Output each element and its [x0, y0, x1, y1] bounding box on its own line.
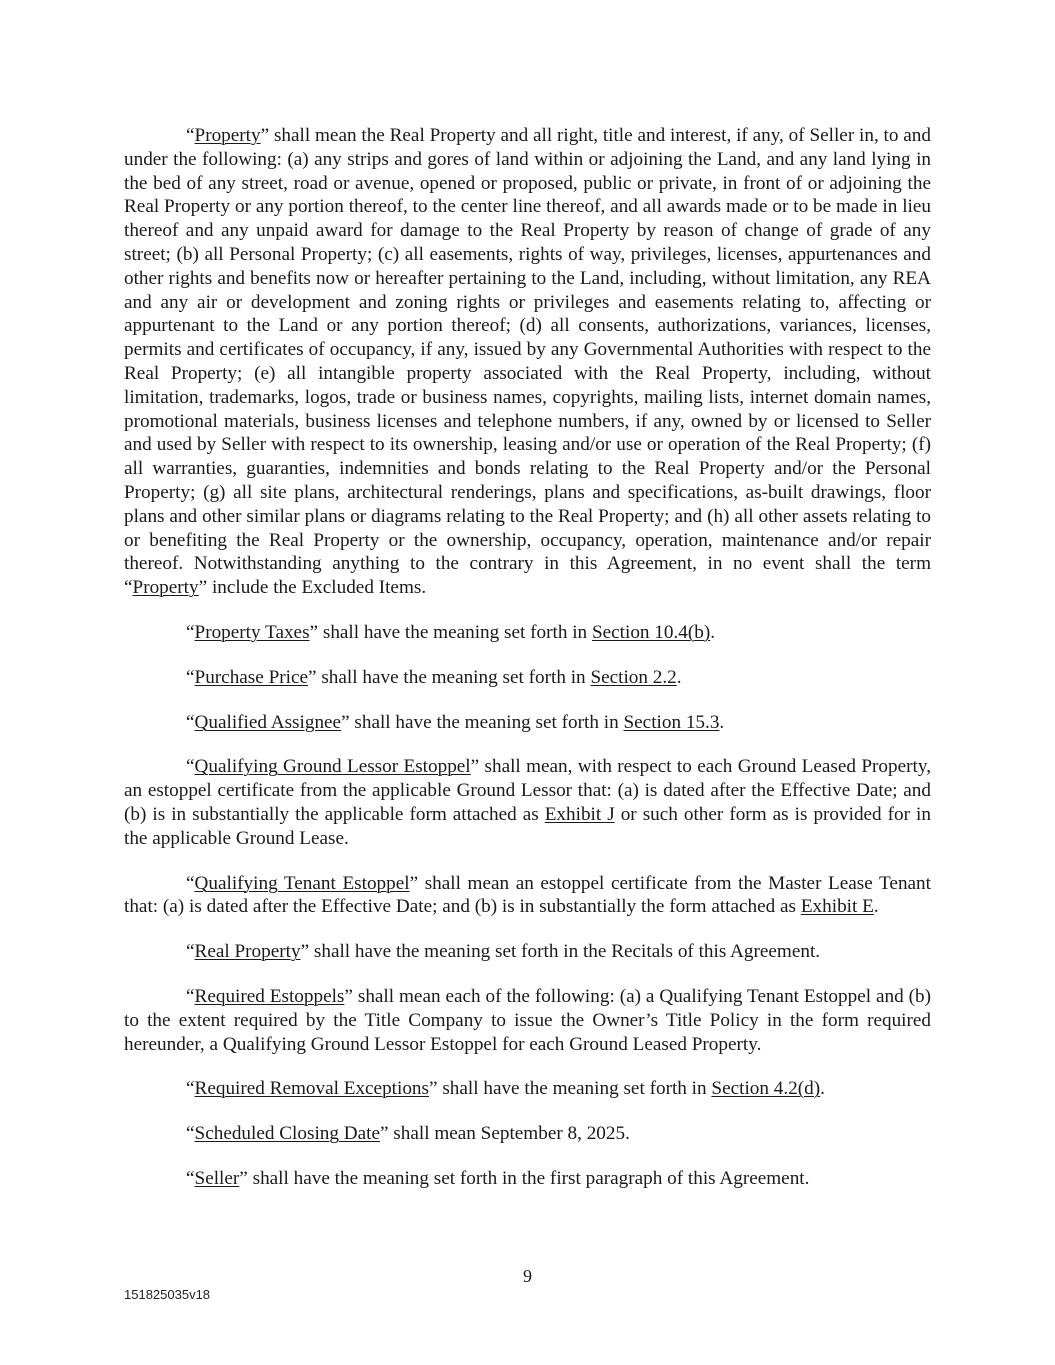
definition-required-removal-exceptions: “Required Removal Exceptions” shall have the meaning set forth in Section 4.2(d). — [186, 1078, 825, 1100]
definition-text: ” shall have the meaning set forth in the first paragraph of this Agreement. — [239, 1167, 810, 1189]
definition-property: “Property” shall mean the Real Property and all right, title and interest, if any, of Seller in, to and under the following: (a) any strips and gores of land within or adjoining the Land, and any land lying in the bed of any street, road or avenue, opened or proposed, public or private, in front of or adjoining the Real Property or any portion thereof, to the center line thereof, and all awards made or to be made in lieu thereof and any unpaid award for damage to the Real Property by reason of change of grade of any street; (b) all Personal Property; (c) all easements, rights of way, privileges, licenses, appurtenances and other rights and benefits now or hereafter pertaining to the Land, including, without limitation, any REA and any air or development and zoning rights or privileges and easements relating to, affecting or appurtenant to the Land or any portion thereof; (d) all consents, authorizations, variances, licenses, permits and certificates of occupancy, if any, issued by any Governmental Authorities with respect to the Real Property; (e) all intangible property associated with the Real Property, including, without limitation, trademarks, logos, trade or business names, copyrights, mailing lists, internet domain names, promotional materials, business licenses and telephone numbers, if any, owned by or licensed to Seller and used by Seller with respect to its ownership, leasing and/or use or operation of the Real Property; (f) all warranties, guaranties, indemnities and bonds relating to the Real Property and/or the Personal Property; (g) all site plans, architectural renderings, plans and specifications, as-built drawings, floor plans and other similar plans or diagrams relating to the Real Property; and (h) all other assets relating to or benefiting the Real Property or the ownership, occupancy, operation, maintenance and/or repair thereof. Notwithstanding anything to the contrary in this Agreement, in no event shall the term “Property” include the Excluded Items. — [124, 125, 931, 599]
defined-term: Property — [132, 577, 199, 599]
section-reference: Section 2.2 — [590, 666, 677, 688]
defined-term: Scheduled Closing Date — [194, 1123, 380, 1145]
defined-term: Required Removal Exceptions — [194, 1078, 429, 1100]
definition-text: ” shall have the meaning set forth in — [429, 1078, 712, 1100]
definition-qualified-assignee: “Qualified Assignee” shall have the meaning set forth in Section 15.3. — [186, 711, 725, 733]
defined-term: Required Estoppels — [194, 985, 345, 1007]
definitions-body — [124, 124, 931, 1212]
definition-text: ” shall mean September 8, 2025. — [379, 1123, 630, 1145]
definition-text: ” shall mean the Real Property and all right, title and interest, if any, of Seller in, to and under the following: (a) any strips and gores of land within or adjoining the Land, and any land lying in the bed of any street, road or avenue, opened or proposed, public or private, in front of or adjoining the Real Property or any portion thereof, to the center line thereof, and all awards made or to be made in lieu thereof and any unpaid award for damage to the Real Property by reason of change of grade of any street; (b) all Personal Property; (c) all easements, rights of way, privileges, licenses, appurtenances and other rights and benefits now or hereafter pertaining to the Land, including, without limitation, any REA and any air or development and zoning rights or privileges and easements relating to, affecting or appurtenant to the Land or any portion thereof; (d) all consents, authorizations, variances, licenses, permits and certificates of occupancy, if any, issued by any Governmental Authorities with respect to the Real Property; (e) all intangible property associated with the Real Property, including, without limitation, trademarks, logos, trade or business names, copyrights, mailing lists, internet domain names, promotional materials, business licenses and telephone numbers, if any, owned by or licensed to Seller and used by Seller with respect to its ownership, leasing and/or use or operation of the Real Property; (f) all warranties, guaranties, indemnities and bonds relating to the Real Property and/or the Personal Property; (g) all site plans, architectural renderings, plans and specifications, as-built drawings, floor plans and other similar plans or diagrams relating to the Real Property; and (h) all other assets relating to or benefiting the Real Property or the ownership, occupancy, operation, maintenance and/or repair thereof. Notwithstanding anything to the contrary in this Agreement, in no event shall the term “ — [124, 125, 931, 599]
definition-text: ” shall mean an estoppel certificate from the Master Lease Tenant that: (a) is dated after the Effective Date; and (b) is in substantially the form attached as — [124, 872, 931, 918]
definition-text: ” shall have the meaning set forth in the Recitals of this Agreement. — [300, 941, 821, 963]
defined-term: Qualifying Ground Lessor Estoppel — [194, 756, 471, 778]
definition-property-taxes: “Property Taxes” shall have the meaning set forth in Section 10.4(b). — [186, 621, 716, 643]
definition-qualifying-tenant-estoppel: “Qualifying Tenant Estoppel” shall mean an estoppel certificate from the Master Lease Tenant that: (a) is dated after the Effective Date; and (b) is in substantially the form attached as Exhibit E. — [124, 872, 931, 918]
definition-tail: ” include the Excluded Items. — [198, 577, 427, 599]
definition-text: ” shall mean each of the following: (a) a Qualifying Tenant Estoppel and (b) to the extent required by the Title Company to issue the Owner’s Title Policy in the form required hereunder, a Qualifying Ground Lessor Estoppel for each Ground Leased Property. — [124, 985, 931, 1055]
section-reference: Section 4.2(d) — [711, 1078, 821, 1100]
defined-term: Real Property — [194, 941, 301, 963]
defined-term: Property — [194, 125, 261, 146]
document-id: 151825035v18 — [124, 1287, 211, 1302]
definition-required-estoppels: “Required Estoppels” shall mean each of the following: (a) a Qualifying Tenant Estoppel and (b) to the extent required by the Title Company to issue the Owner’s Title Policy in the form required hereunder, a Qualifying Ground Lessor Estoppel for each Ground Leased Property. — [124, 985, 931, 1055]
definition-real-property: “Real Property” shall have the meaning set forth in the Recitals of this Agreement. — [186, 941, 821, 963]
section-reference: Section 15.3 — [623, 711, 720, 733]
defined-term: Purchase Price — [194, 666, 309, 688]
section-reference: Section 10.4(b) — [591, 621, 711, 643]
definition-purchase-price: “Purchase Price” shall have the meaning set forth in Section 2.2. — [186, 666, 682, 688]
definition-text: ” shall mean, with respect to each Ground Leased Property, an estoppel certificate from the applicable Ground Lessor that: (a) is dated after the Effective Date; and (b) is in substantially the applicable form attached as — [124, 756, 931, 825]
definition-text: ” shall have the meaning set forth in — [341, 711, 624, 733]
defined-term: Property Taxes — [194, 621, 310, 643]
definition-qualifying-ground-lessor-estoppel: “Qualifying Ground Lessor Estoppel” shall mean, with respect to each Ground Leased Property, an estoppel certificate from the applicable Ground Lessor that: (a) is dated after the Effective Date; and (b) is in substantially the applicable form attached as Exhibit J or such other form as is provided for in the applicable Ground Lease. — [124, 756, 931, 849]
defined-term: Seller — [194, 1167, 240, 1189]
definition-text: ” shall have the meaning set forth in — [308, 666, 591, 688]
definition-scheduled-closing-date: “Scheduled Closing Date” shall mean September 8, 2025. — [186, 1123, 630, 1145]
definition-text: ” shall have the meaning set forth in — [309, 621, 592, 643]
definition-seller: “Seller” shall have the meaning set forth in the first paragraph of this Agreement. — [186, 1167, 810, 1189]
exhibit-reference: Exhibit J — [544, 803, 615, 825]
exhibit-reference: Exhibit E — [800, 896, 874, 918]
defined-term: Qualified Assignee — [194, 711, 342, 733]
page-number: 9 — [523, 1266, 532, 1286]
defined-term: Qualifying Tenant Estoppel — [194, 872, 410, 894]
